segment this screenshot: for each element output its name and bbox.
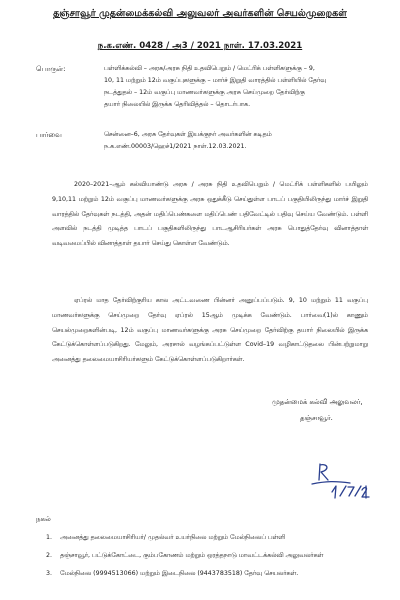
list-item-number: 1.	[45, 534, 52, 541]
copy-to-label: நகல்	[36, 515, 51, 523]
subject-text	[104, 63, 374, 111]
body-paragraph-2: ஏப்ரல் மாத தேர்விற்குரிய கால அட்டவணை பின்னர் அனுப்பப்படும். 9, 10 மற்றும் 11 வகுப்பு மாணவர்களுக்கு செய்முறை தேர்வு ஏப்ரல் 15ஆம் முடிக்க வேண்டும். பார்வை(1)ல் காணும் செயல்முறைகளின்படி, 12ம் வகுப்பு மாணவர்களுக்கு அரசு செய்முறை தேர்விற்கு தயார் நிலையில் இருக்க கேட்டுக்கொள்ளப்படுகிறது. மேலும், அரசால் வழங்கப்பட்டுள்ள Covid–19 வழிகாட்டுதலை பின்பற்றுமாறு அனைத்து தலைமையாசிரியர்களும் கேட்டுக்கொள்ளப்படுகிறார்கள்.	[52, 297, 368, 364]
reference-number: ந.க.எண். 0428 / அ3 / 2021 நாள். 17.03.2021	[97, 41, 303, 51]
initials-signature-icon	[306, 460, 370, 504]
reference-label: பார்வை	[36, 131, 62, 139]
list-item	[36, 532, 366, 544]
signature-place: தஞ்சாவூர்.	[300, 414, 333, 422]
list-item-text: தஞ்சாவூர், பட்டுக்கோட்டை, கும்பகோணம் மற்றும் ஒரத்தநாடு மாவட்டக்கல்வி அலுவலர்கள்	[60, 552, 324, 559]
copy-to-list	[36, 532, 366, 580]
list-item-number: 2.	[45, 552, 52, 559]
body-paragraph-1: 2020–2021–ஆம் கல்வியாண்டு அரசு / அரசு நிதி உதவிபெறும் / மெட்ரிக் பள்ளிகளில் பயிலும் 9,10,11 மற்றும் 12ம் வகுப்பு மாணவர்களுக்கு அரசு ஒதுக்கீடு செய்துள்ள பாடப் பகுதியிலிருந்து மார்ச் இறுதி வாரத்தில் தேர்வுகள் நடத்தி, அதன் மதிப்பெண்களை மதிப்பெண் பதிவேட்டில் பதிவு செய்ய வேண்டும். பள்ளி அளவில் நடத்தி முடித்த பாடப் பகுதிகளிலிருந்து பாடஆசிரியர்கள் அரசு பொதுத்தேர்வு வினாத்தாள் வடிவமைப்பில் வினாத்தாள் தயார் செய்து கொள்ள வேண்டும்.	[52, 181, 368, 248]
subject-line: பள்ளிக்கல்வி – அரசு/அரசு நிதி உதவிபெறும் / மெட்ரிக் பள்ளிகளுக்கு – 9,	[104, 65, 315, 72]
list-item-number: 3.	[45, 570, 52, 577]
list-item	[36, 550, 366, 562]
reference-line: சென்னை–6, அரசு தேர்வுகள் இயக்குநர் அவர்களின் கடிதம்	[104, 131, 272, 138]
signature-designation: முதன்மைக் கல்வி அலுவலர்,	[272, 398, 363, 406]
list-item	[36, 568, 366, 580]
handwritten-initials	[306, 460, 370, 504]
list-item-text: மேல்நிலை (9994513066) மற்றும் இடைநிலை (9443783518) தேர்வு செயலர்கள்.	[60, 570, 299, 577]
subject-label: பொருள்:	[36, 65, 66, 73]
list-item-text: அனைத்து தலைமையாசிரியர்/ முதல்வர் உயர்நிலை மற்றும் மேல்நிலைப் பள்ளி	[60, 534, 286, 541]
subject-line: 10, 11 மற்றும் 12ம் வகுப்புகளுக்கு – மார்ச் இறுதி வாரத்தில் பள்ளியில் தேர்வு	[104, 77, 327, 84]
subject-line: நடத்துதல் – 12ம் வகுப்பு மாணவர்களுக்கு அரசு செய்முறை தேர்விற்கு	[104, 89, 305, 96]
reference-line: ந.க.எண்.00003/ஹெச்1/2021 நாள்.12.03.2021.	[104, 143, 247, 150]
reference-text	[104, 129, 374, 153]
letter-title: தஞ்சாவூர் முதன்மைக்கல்வி அலுவலர் அவர்களின் செயல்முறைகள்	[53, 8, 347, 19]
subject-line: தயார் நிலையில் இருக்க தெரிவித்தல் – தொடர்பாக.	[104, 101, 251, 108]
